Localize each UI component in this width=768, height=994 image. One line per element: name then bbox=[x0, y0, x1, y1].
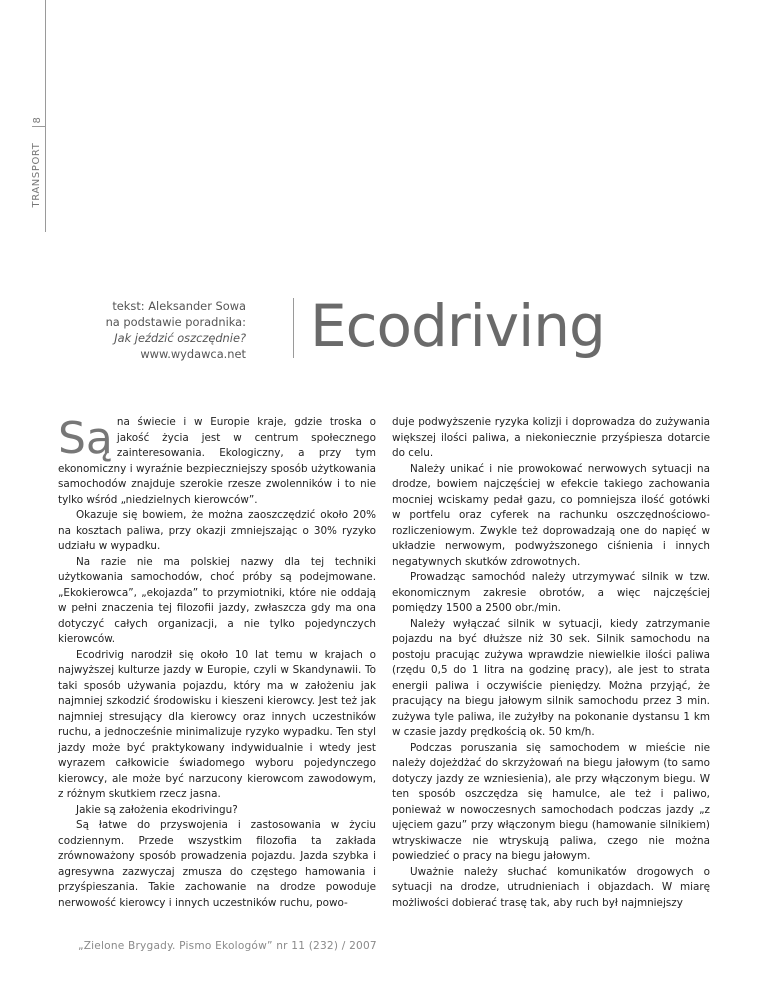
paragraph: Są na świecie i w Europie kraje, gdzie troska o jakość życia jest w centrum społecznego zainteresowania. Ekologiczny, a przy tym ekonomiczny i wyraźnie bezpieczniejszy sposób użytkowania samochodów znajduje szerokie rzesze zwolenników i to nie tylko wśród „niedzielnych kierowców”. bbox=[58, 413, 376, 506]
title-divider bbox=[293, 298, 294, 358]
byline-source-title: Jak jeździć oszczędnie? bbox=[114, 331, 246, 345]
section-vertical-rule bbox=[45, 0, 46, 232]
paragraph: Należy wyłączać silnik w sytuacji, kiedy zatrzymanie pojazdu na być dłuższe niż 30 sek. Silnik samochodu na postoju pracując zużywa wprawdzie niewielkie ilości paliwa (rzędu 0,5 do 1 litra na godzinę pracy), ale jest to strata energii paliwa i oczywiście pieniędzy. Można przyjąć, że pracujący na biegu jałowym silnik samochodu przez 3 min. zużywa tyle paliwa, ile zużyłby na pokonanie dystansu 1 km w czasie jazdy prędkością ok. 50 km/h. bbox=[392, 617, 710, 738]
article-column-right bbox=[392, 415, 710, 911]
paragraph: Jakie są założenia ekodrivingu? bbox=[76, 803, 238, 816]
byline bbox=[60, 298, 246, 362]
paragraph: Uważnie należy słuchać komunikatów drogowych o sytuacji na drodze, utrudnieniach i objazdach. W miarę możliwości dobierać trasę tak, aby ruch był najmniejszy bbox=[392, 865, 710, 909]
footer-citation: „Zielone Brygady. Pismo Ekologów” nr 11 (232) / 2007 bbox=[78, 940, 377, 952]
page-number: 8 bbox=[32, 116, 43, 124]
section-label: TRANSPORT bbox=[31, 142, 42, 208]
paragraph: Należy unikać i nie prowokować nerwowych sytuacji na drodze, bowiem najczęściej w efekcie takiego zachowania mocniej wciskamy pedał gazu, co pomniejsza ilość gotówki w portfelu oraz cyferek na rachunku oszczędnościowo-rozliczeniowym. Zwykle też doprowadzają one do napięć w układzie nerwowym, podwyższonego ciśnienia i innych negatywnych skutków zdrowotnych. bbox=[392, 462, 710, 568]
paragraph: Ecodrivig narodził się około 10 lat temu w krajach o najwyższej kulturze jazdy w Europie, czyli w Skandynawii. To taki sposób używania pojazdu, który ma w założeniu jak najmniej szkodzić środowisku i kieszeni kierowcy. Jest też jak najmniej stresujący dla kierowcy oraz innych uczestników ruchu, a jednocześnie minimalizuje ryzyko wypadku. Ten styl jazdy może być praktykowany indywidualnie i wtedy jest wyrazem całkowicie świadomego wyboru pojedynczego kierowcy, ale może być narzucony kierowcom zawodowym, z różnym skutkiem rzecz jasna. bbox=[58, 648, 376, 800]
article-title: Ecodriving bbox=[310, 292, 605, 360]
byline-author: tekst: Aleksander Sowa bbox=[112, 299, 246, 313]
paragraph: duje podwyższenie ryzyka kolizji i doprowadza do zużywania większej ilości paliwa, a niekoniecznie przyśpiesza dotarcie do celu. bbox=[392, 416, 710, 459]
paragraph: Prowadząc samochód należy utrzymywać silnik w tzw. ekonomicznym zakresie obrotów, a więc najczęściej pomiędzy 1500 a 2500 obr./min. bbox=[392, 571, 710, 614]
paragraph: Podczas poruszania się samochodem w mieście nie należy dojeżdżać do skrzyżowań na biegu jałowym (to samo dotyczy jazdy ze wzniesienia), ale przy włączonym biegu. W ten sposób oszczędza się hamulce, ale też i paliwo, ponieważ w nowoczesnych samochodach podczas jazdy „z ujęciem gazu” przy włączonym biegu (hamowanie silnikiem) wtryskiwacze nie wtryskują paliwa, czego nie można powiedzieć o pracy na biegu jałowym. bbox=[392, 741, 710, 862]
byline-basis: na podstawie poradnika: bbox=[105, 315, 246, 329]
paragraph: Okazuje się bowiem, że można zaoszczędzić około 20% na kosztach paliwa, przy okazji zmniejszając o 30% ryzyko udziału w wypadku. bbox=[58, 509, 376, 552]
byline-website: www.wydawca.net bbox=[140, 347, 246, 361]
dropcap: Są bbox=[58, 413, 113, 464]
paragraph: Na razie nie ma polskiej nazwy dla tej techniki użytkowania samochodów, choć próby są podejmowane. „Ekokierowca”, „ekojazda” to przymiotniki, które nie oddają w pełni znaczenia tej filozofii jazdy, zwłaszcza gdy ma ona dotyczyć całych organizacji, a nie tylko pojedynczych kierowców. bbox=[58, 555, 376, 645]
paragraph: Są łatwe do przyswojenia i zastosowania w życiu codziennym. Przede wszystkim filozofia ta zakłada zrównoważony sposób prowadzenia pojazdu. Jazda szybka i agresywna zazwyczaj zmusza do częstego hamowania i przyśpieszania. Takie zachowanie na drodze powoduje nerwowość kierowcy i innych uczestników ruchu, powo- bbox=[58, 819, 376, 909]
article-column-left bbox=[58, 415, 376, 911]
